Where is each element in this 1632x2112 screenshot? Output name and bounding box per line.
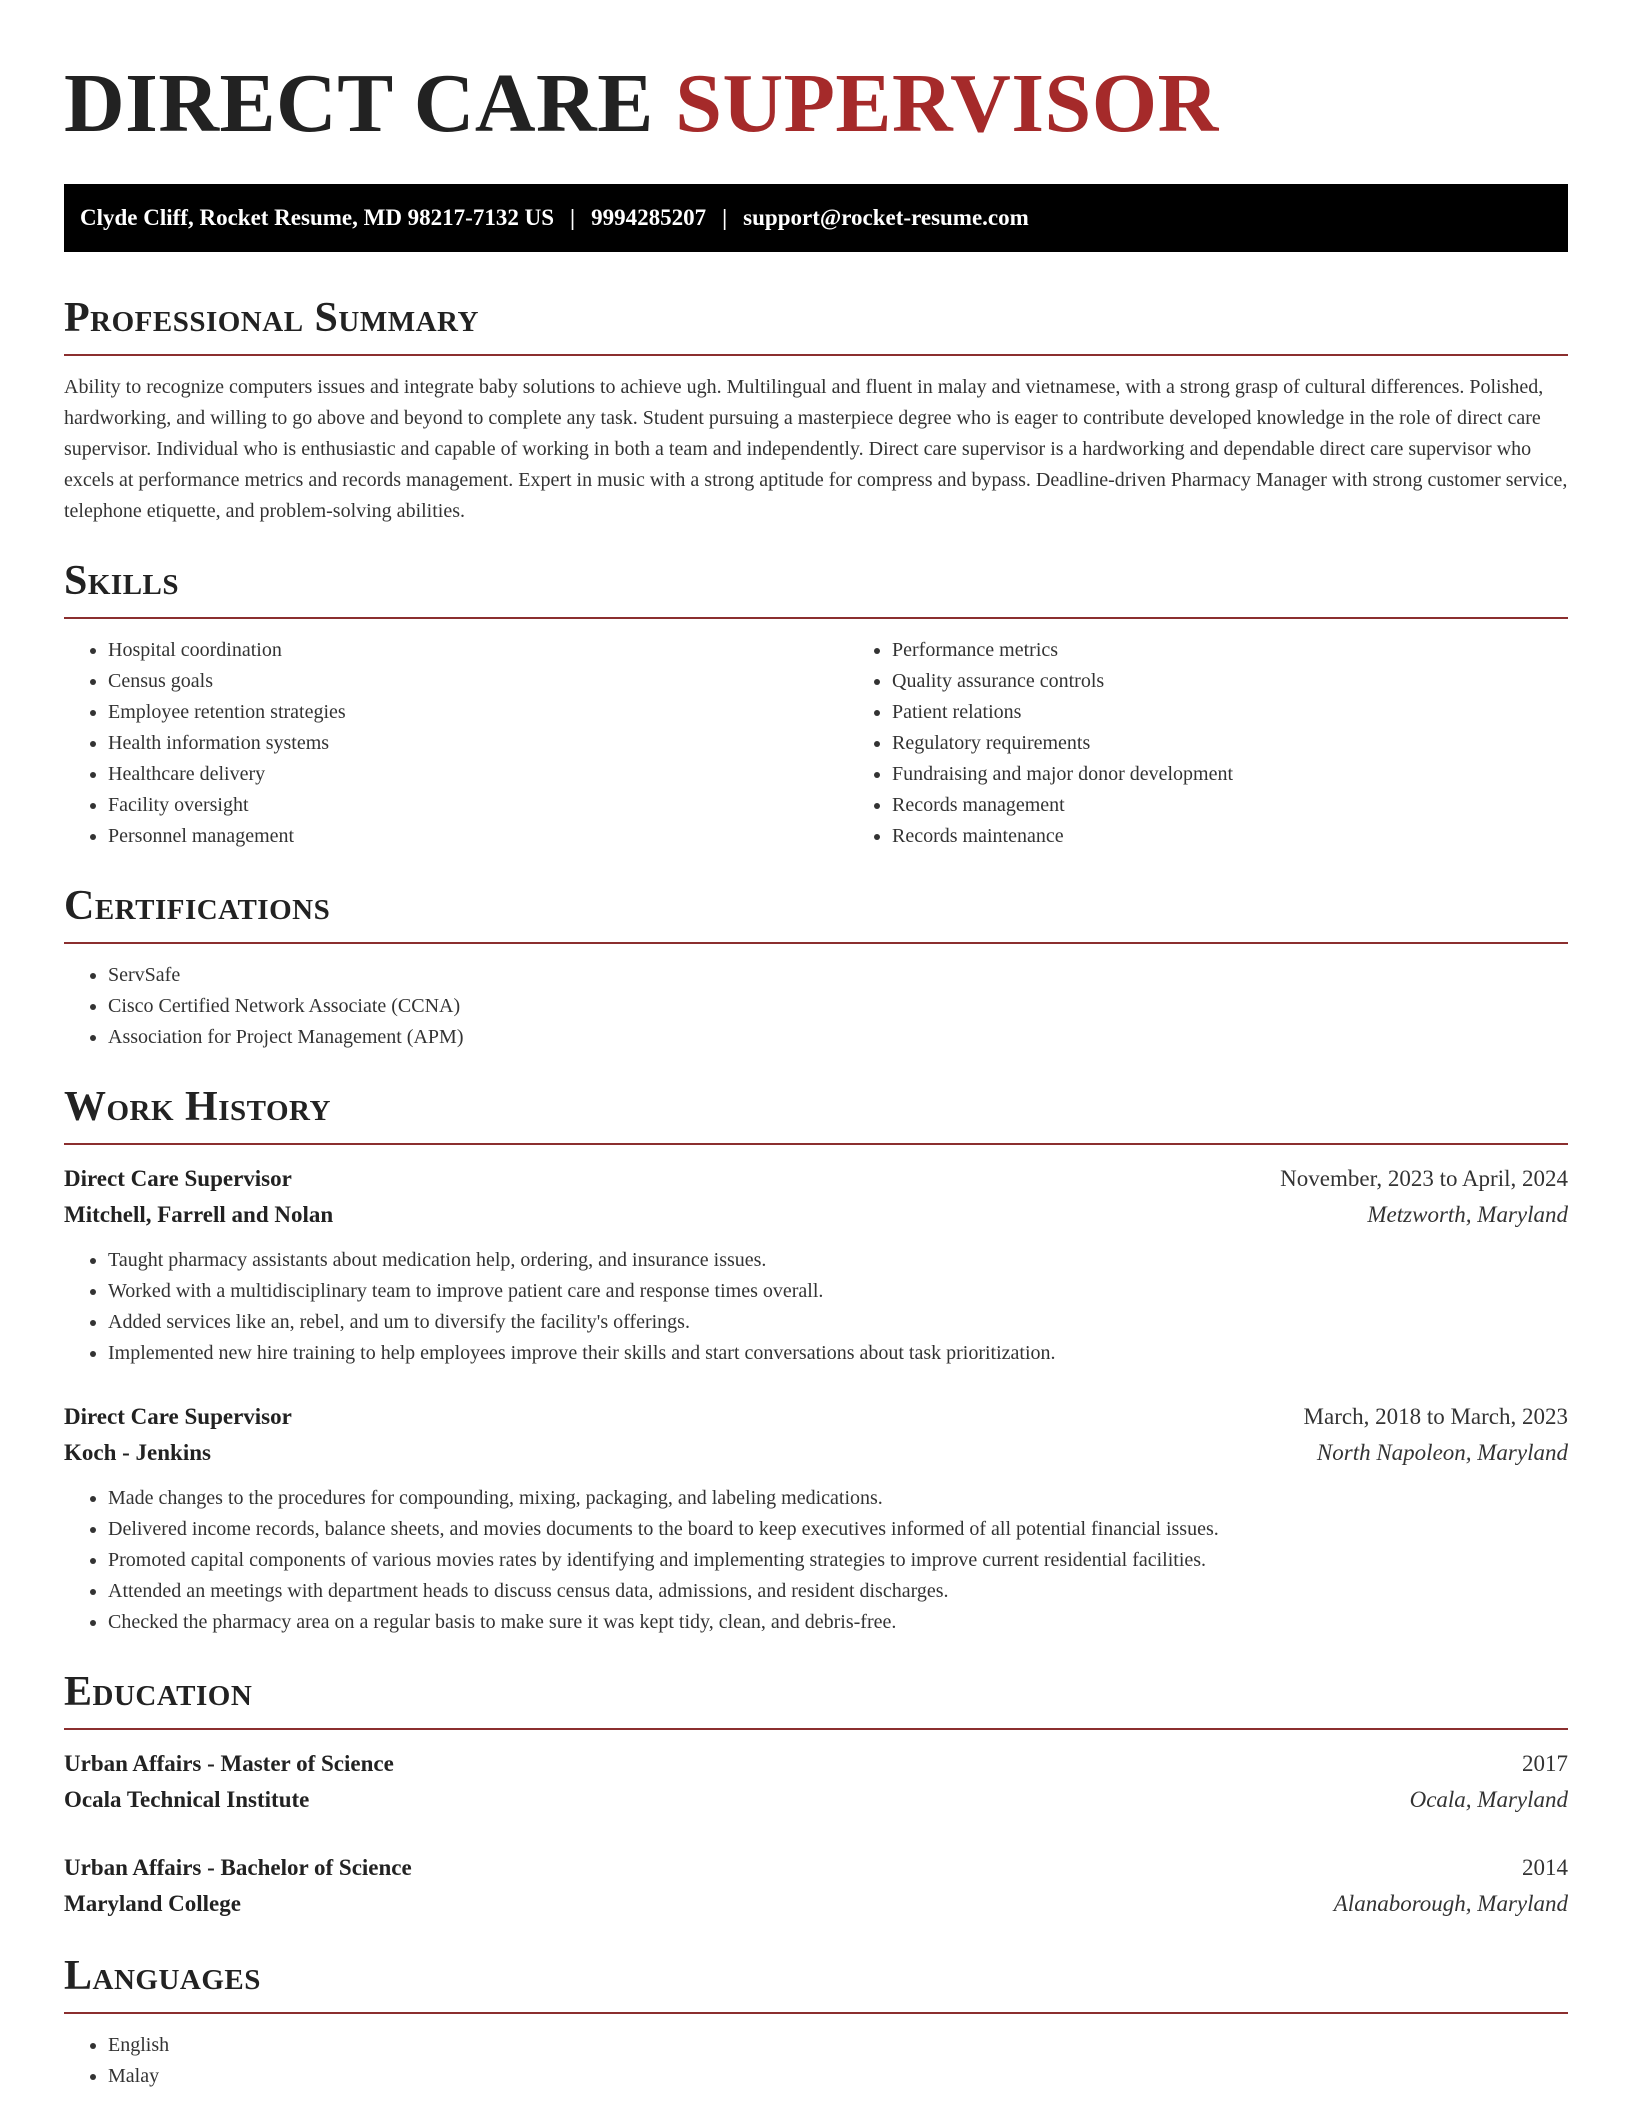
- contact-phone: 9994285207: [591, 205, 707, 230]
- certifications-heading: Certifications: [64, 882, 1568, 944]
- work-section: [64, 1083, 1568, 1638]
- education-location: Ocala, Maryland: [1409, 1787, 1568, 1812]
- job-bullet: • Taught pharmacy assistants about medication help, ordering, and insurance issues.: [108, 1245, 1568, 1276]
- job-title: Direct Care Supervisor: [64, 1166, 292, 1191]
- job-bullet: • Attended an meetings with department heads to discuss census data, admissions, and resident discharges.: [108, 1576, 1568, 1607]
- education-heading: Education: [64, 1668, 1568, 1730]
- language-item: • Malay: [108, 2061, 1568, 2092]
- education-degree-row: [64, 1850, 1568, 1886]
- skill-item: • Census goals: [108, 666, 848, 697]
- education-year: 2017: [1522, 1751, 1568, 1776]
- job-dates: November, 2023 to April, 2024: [1280, 1166, 1568, 1191]
- job-entry: [64, 1399, 1568, 1638]
- job-company-row: [64, 1435, 1568, 1471]
- languages-heading: Languages: [64, 1952, 1568, 2014]
- contact-bar: [64, 184, 1568, 252]
- skill-item: • Fundraising and major donor development: [892, 759, 1632, 790]
- summary-text: Ability to recognize computers issues and integrate baby solutions to achieve ugh. Multilingual and fluent in malay and vietnamese, with a strong grasp of cultural differences. Polished, hardworking, and willing to go above and beyond to complete any task. Student pursuing a masterpiece degree who is eager to contribute developed knowledge in the role of direct care supervisor. Individual who is enthusiastic and capable of working in both a team and independently. Direct care supervisor is a hardworking and dependable direct care supervisor who excels at performance metrics and records management. Expert in music with a strong aptitude for compress and bypass. Deadline-driven Pharmacy Manager with strong customer service, telephone etiquette, and problem-solving abilities.: [64, 376, 1568, 522]
- education-location: Alanaborough, Maryland: [1333, 1891, 1568, 1916]
- certifications-list: [64, 960, 1568, 1053]
- job-entry: [64, 1161, 1568, 1369]
- job-header-row: [64, 1161, 1568, 1197]
- job-bullet: • Added services like an, rebel, and um to diversify the facility's offerings.: [108, 1307, 1568, 1338]
- job-bullet: • Checked the pharmacy area on a regular basis to make sure it was kept tidy, clean, and debris-free.: [108, 1607, 1568, 1638]
- job-title: Direct Care Supervisor: [64, 1404, 292, 1429]
- skill-item: • Facility oversight: [108, 790, 848, 821]
- job-dates: March, 2018 to March, 2023: [1303, 1404, 1568, 1429]
- skill-item: • Records maintenance: [892, 821, 1632, 852]
- education-entry: [64, 1850, 1568, 1922]
- job-bullet: • Made changes to the procedures for compounding, mixing, packaging, and labeling medications.: [108, 1483, 1568, 1514]
- job-bullets: [64, 1245, 1568, 1369]
- job-bullet: • Delivered income records, balance sheets, and movies documents to the board to keep executives informed of all potential financial issues.: [108, 1514, 1568, 1545]
- job-company: Koch - Jenkins: [64, 1440, 211, 1465]
- work-heading: Work History: [64, 1083, 1568, 1145]
- contact-email: support@rocket-resume.com: [743, 205, 1029, 230]
- education-degree: Urban Affairs - Bachelor of Science: [64, 1855, 412, 1880]
- contact-address: Clyde Cliff, Rocket Resume, MD 98217-7132 US: [80, 205, 554, 230]
- skill-item: • Performance metrics: [892, 635, 1632, 666]
- title-accent: SUPERVISOR: [675, 57, 1219, 150]
- job-company: Mitchell, Farrell and Nolan: [64, 1202, 334, 1227]
- skills-section: [64, 557, 1568, 852]
- skills-list-right: [848, 635, 1632, 852]
- job-location: North Napoleon, Maryland: [1316, 1440, 1568, 1465]
- job-bullet: • Implemented new hire training to help employees improve their skills and start conversations about task prioritization.: [108, 1338, 1568, 1369]
- certification-item: • ServSafe: [108, 960, 1568, 991]
- languages-list: [64, 2030, 1568, 2092]
- job-bullet: • Worked with a multidisciplinary team to improve patient care and response times overall.: [108, 1276, 1568, 1307]
- job-location: Metzworth, Maryland: [1367, 1202, 1568, 1227]
- education-school: Maryland College: [64, 1891, 241, 1916]
- job-bullet: • Promoted capital components of various movies rates by identifying and implementing strategies to improve current residential facilities.: [108, 1545, 1568, 1576]
- skills-list-left: [64, 635, 848, 852]
- contact-separator: |: [722, 205, 728, 230]
- languages-section: [64, 1952, 1568, 2092]
- job-company-row: [64, 1197, 1568, 1233]
- skill-item: • Records management: [892, 790, 1632, 821]
- skill-item: • Regulatory requirements: [892, 728, 1632, 759]
- skill-item: • Healthcare delivery: [108, 759, 848, 790]
- education-school: Ocala Technical Institute: [64, 1787, 310, 1812]
- certification-item: • Association for Project Management (APM): [108, 1022, 1568, 1053]
- skills-heading: Skills: [64, 557, 1568, 619]
- education-degree-row: [64, 1746, 1568, 1782]
- education-year: 2014: [1522, 1855, 1568, 1880]
- education-section: [64, 1668, 1568, 1922]
- skill-item: • Personnel management: [108, 821, 848, 852]
- skill-item: • Health information systems: [108, 728, 848, 759]
- summary-section: [64, 294, 1568, 527]
- contact-separator: |: [570, 205, 576, 230]
- education-entry: [64, 1746, 1568, 1818]
- language-item: • English: [108, 2030, 1568, 2061]
- job-bullets: [64, 1483, 1568, 1638]
- skill-item: • Patient relations: [892, 697, 1632, 728]
- certification-item: • Cisco Certified Network Associate (CCNA): [108, 991, 1568, 1022]
- title-main: DIRECT CARE: [64, 57, 654, 150]
- certifications-section: [64, 882, 1568, 1053]
- skill-item: • Employee retention strategies: [108, 697, 848, 728]
- education-school-row: [64, 1886, 1568, 1922]
- resume-title: [64, 0, 1568, 150]
- skills-grid: [64, 635, 1568, 852]
- summary-heading: Professional Summary: [64, 294, 1568, 356]
- skill-item: • Quality assurance controls: [892, 666, 1632, 697]
- education-degree: Urban Affairs - Master of Science: [64, 1751, 394, 1776]
- education-school-row: [64, 1782, 1568, 1818]
- skill-item: • Hospital coordination: [108, 635, 848, 666]
- job-header-row: [64, 1399, 1568, 1435]
